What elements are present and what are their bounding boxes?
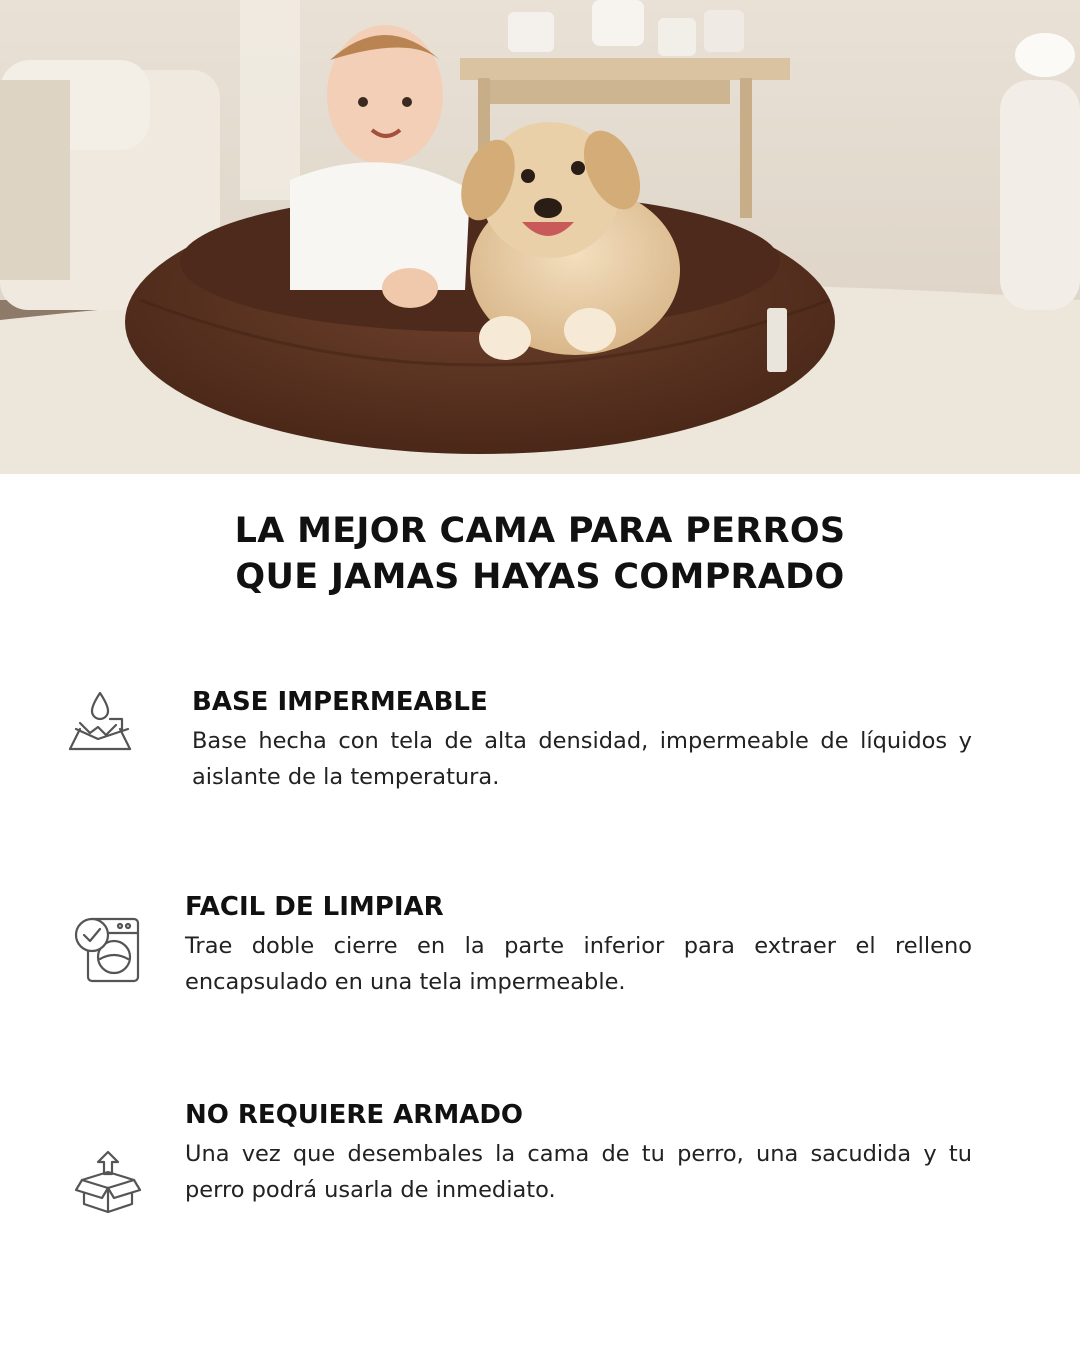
headline bbox=[0, 508, 1080, 600]
feature-description: Una vez que desembales la cama de tu perro, una sacudida y tu perro podrá usarla de inmediato. bbox=[185, 1141, 972, 1203]
unbox-icon bbox=[74, 1148, 142, 1216]
feature-description: Base hecha con tela de alta densidad, impermeable de líquidos y aislante de la temperatura. bbox=[192, 728, 972, 790]
waterproof-icon bbox=[66, 689, 134, 755]
feature-title: FACIL DE LIMPIAR bbox=[185, 892, 444, 922]
feature-title: NO REQUIERE ARMADO bbox=[185, 1100, 523, 1130]
hero-photo bbox=[0, 0, 1080, 474]
headline-line-2: QUE JAMAS HAYAS COMPRADO bbox=[235, 557, 845, 597]
headline-line-1: LA MEJOR CAMA PARA PERROS bbox=[234, 511, 846, 551]
feature-title: BASE IMPERMEABLE bbox=[192, 687, 488, 717]
washing-machine-icon bbox=[72, 915, 142, 985]
feature-description: Trae doble cierre en la parte inferior para extraer el relleno encapsulado en una tela impermeable. bbox=[185, 933, 972, 995]
